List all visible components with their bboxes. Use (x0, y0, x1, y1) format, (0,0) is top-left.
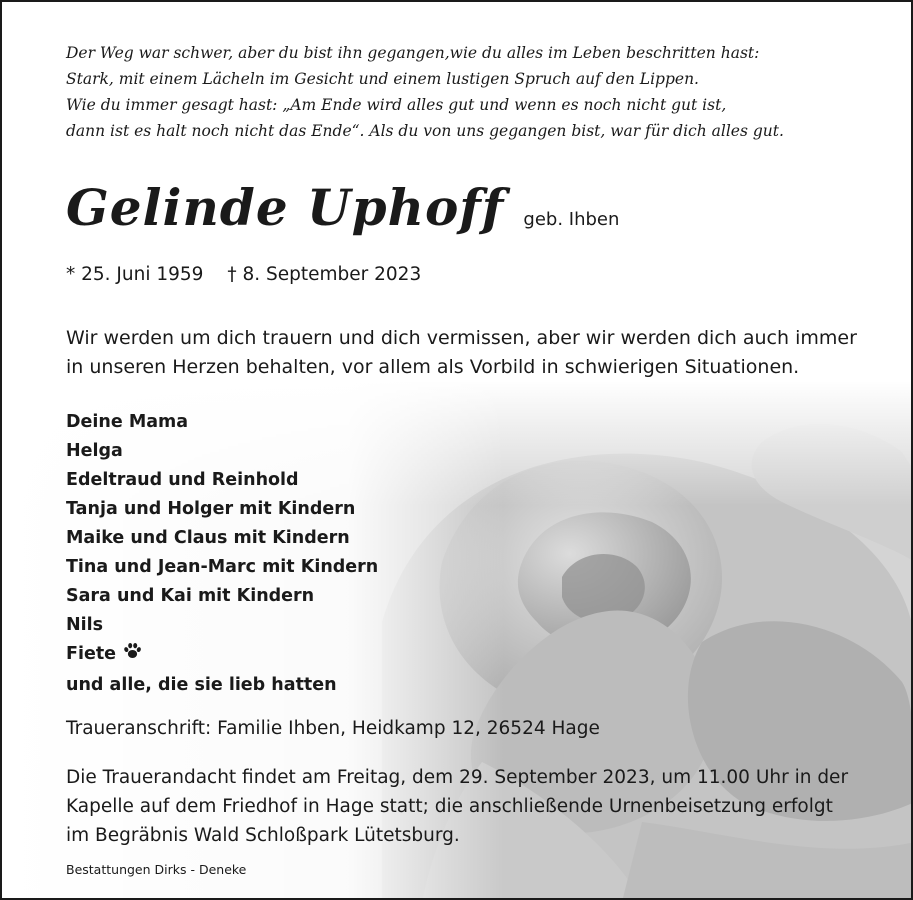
mourner-item-pet (66, 640, 378, 671)
service-line: Die Trauerandacht findet am Freitag, dem 29. September 2023, um 11.00 Uhr in der (66, 767, 849, 788)
message-line: in unseren Herzen behalten, vor allem als Vorbild in schwierigen Situationen. (66, 356, 800, 378)
mourner-item: Tanja und Holger mit Kindern (66, 499, 356, 519)
undertaker-credit: Bestattungen Dirks - Deneke (66, 862, 247, 877)
birth-date: * 25. Juni 1959 (66, 264, 204, 285)
mourner-item: und alle, die sie lieb hatten (66, 675, 337, 695)
mourner-item: Nils (66, 615, 104, 635)
paw-print-icon (122, 641, 142, 671)
service-line: Kapelle auf dem Friedhof in Hage statt; die anschließende Urnenbeisetzung erfolgt (66, 796, 833, 817)
mourner-item: Deine Mama (66, 412, 189, 432)
mourning-message (66, 324, 857, 382)
notice-content (2, 2, 911, 898)
deceased-name: Gelinde Uphoff (66, 178, 505, 237)
message-line: Wir werden um dich trauern und dich vermissen, aber wir werden dich auch immer (66, 327, 857, 349)
mourners-list (66, 408, 378, 700)
poem-line: dann ist es halt noch nicht das Ende“. Als du von uns gegangen bist, war für dich alles gut. (66, 122, 784, 140)
mourner-item: Maike und Claus mit Kindern (66, 528, 350, 548)
life-dates (66, 264, 421, 285)
mourning-address: Traueranschrift: Familie Ihben, Heidkamp 12, 26524 Hage (66, 718, 600, 739)
poem-line: Stark, mit einem Lächeln im Gesicht und einem lustigen Spruch auf den Lippen. (66, 70, 699, 88)
service-line: im Begräbnis Wald Schloßpark Lütetsburg. (66, 825, 460, 846)
mourner-item: Edeltraud und Reinhold (66, 470, 299, 490)
mourner-item: Sara und Kai mit Kindern (66, 586, 315, 606)
poem-line: Der Weg war schwer, aber du bist ihn gegangen,wie du alles im Leben beschritten hast: (66, 44, 760, 62)
service-details (66, 763, 848, 850)
poem (66, 40, 866, 144)
poem-line: Wie du immer gesagt hast: „Am Ende wird alles gut und wenn es noch nicht gut ist, (66, 96, 727, 114)
mourner-item: Helga (66, 441, 123, 461)
mourner-item: Tina und Jean-Marc mit Kindern (66, 557, 379, 577)
maiden-name: geb. Ihben (523, 209, 620, 230)
mourner-item-label: Fiete (66, 644, 117, 664)
death-date: † 8. September 2023 (227, 264, 422, 285)
deceased-heading (66, 178, 619, 237)
